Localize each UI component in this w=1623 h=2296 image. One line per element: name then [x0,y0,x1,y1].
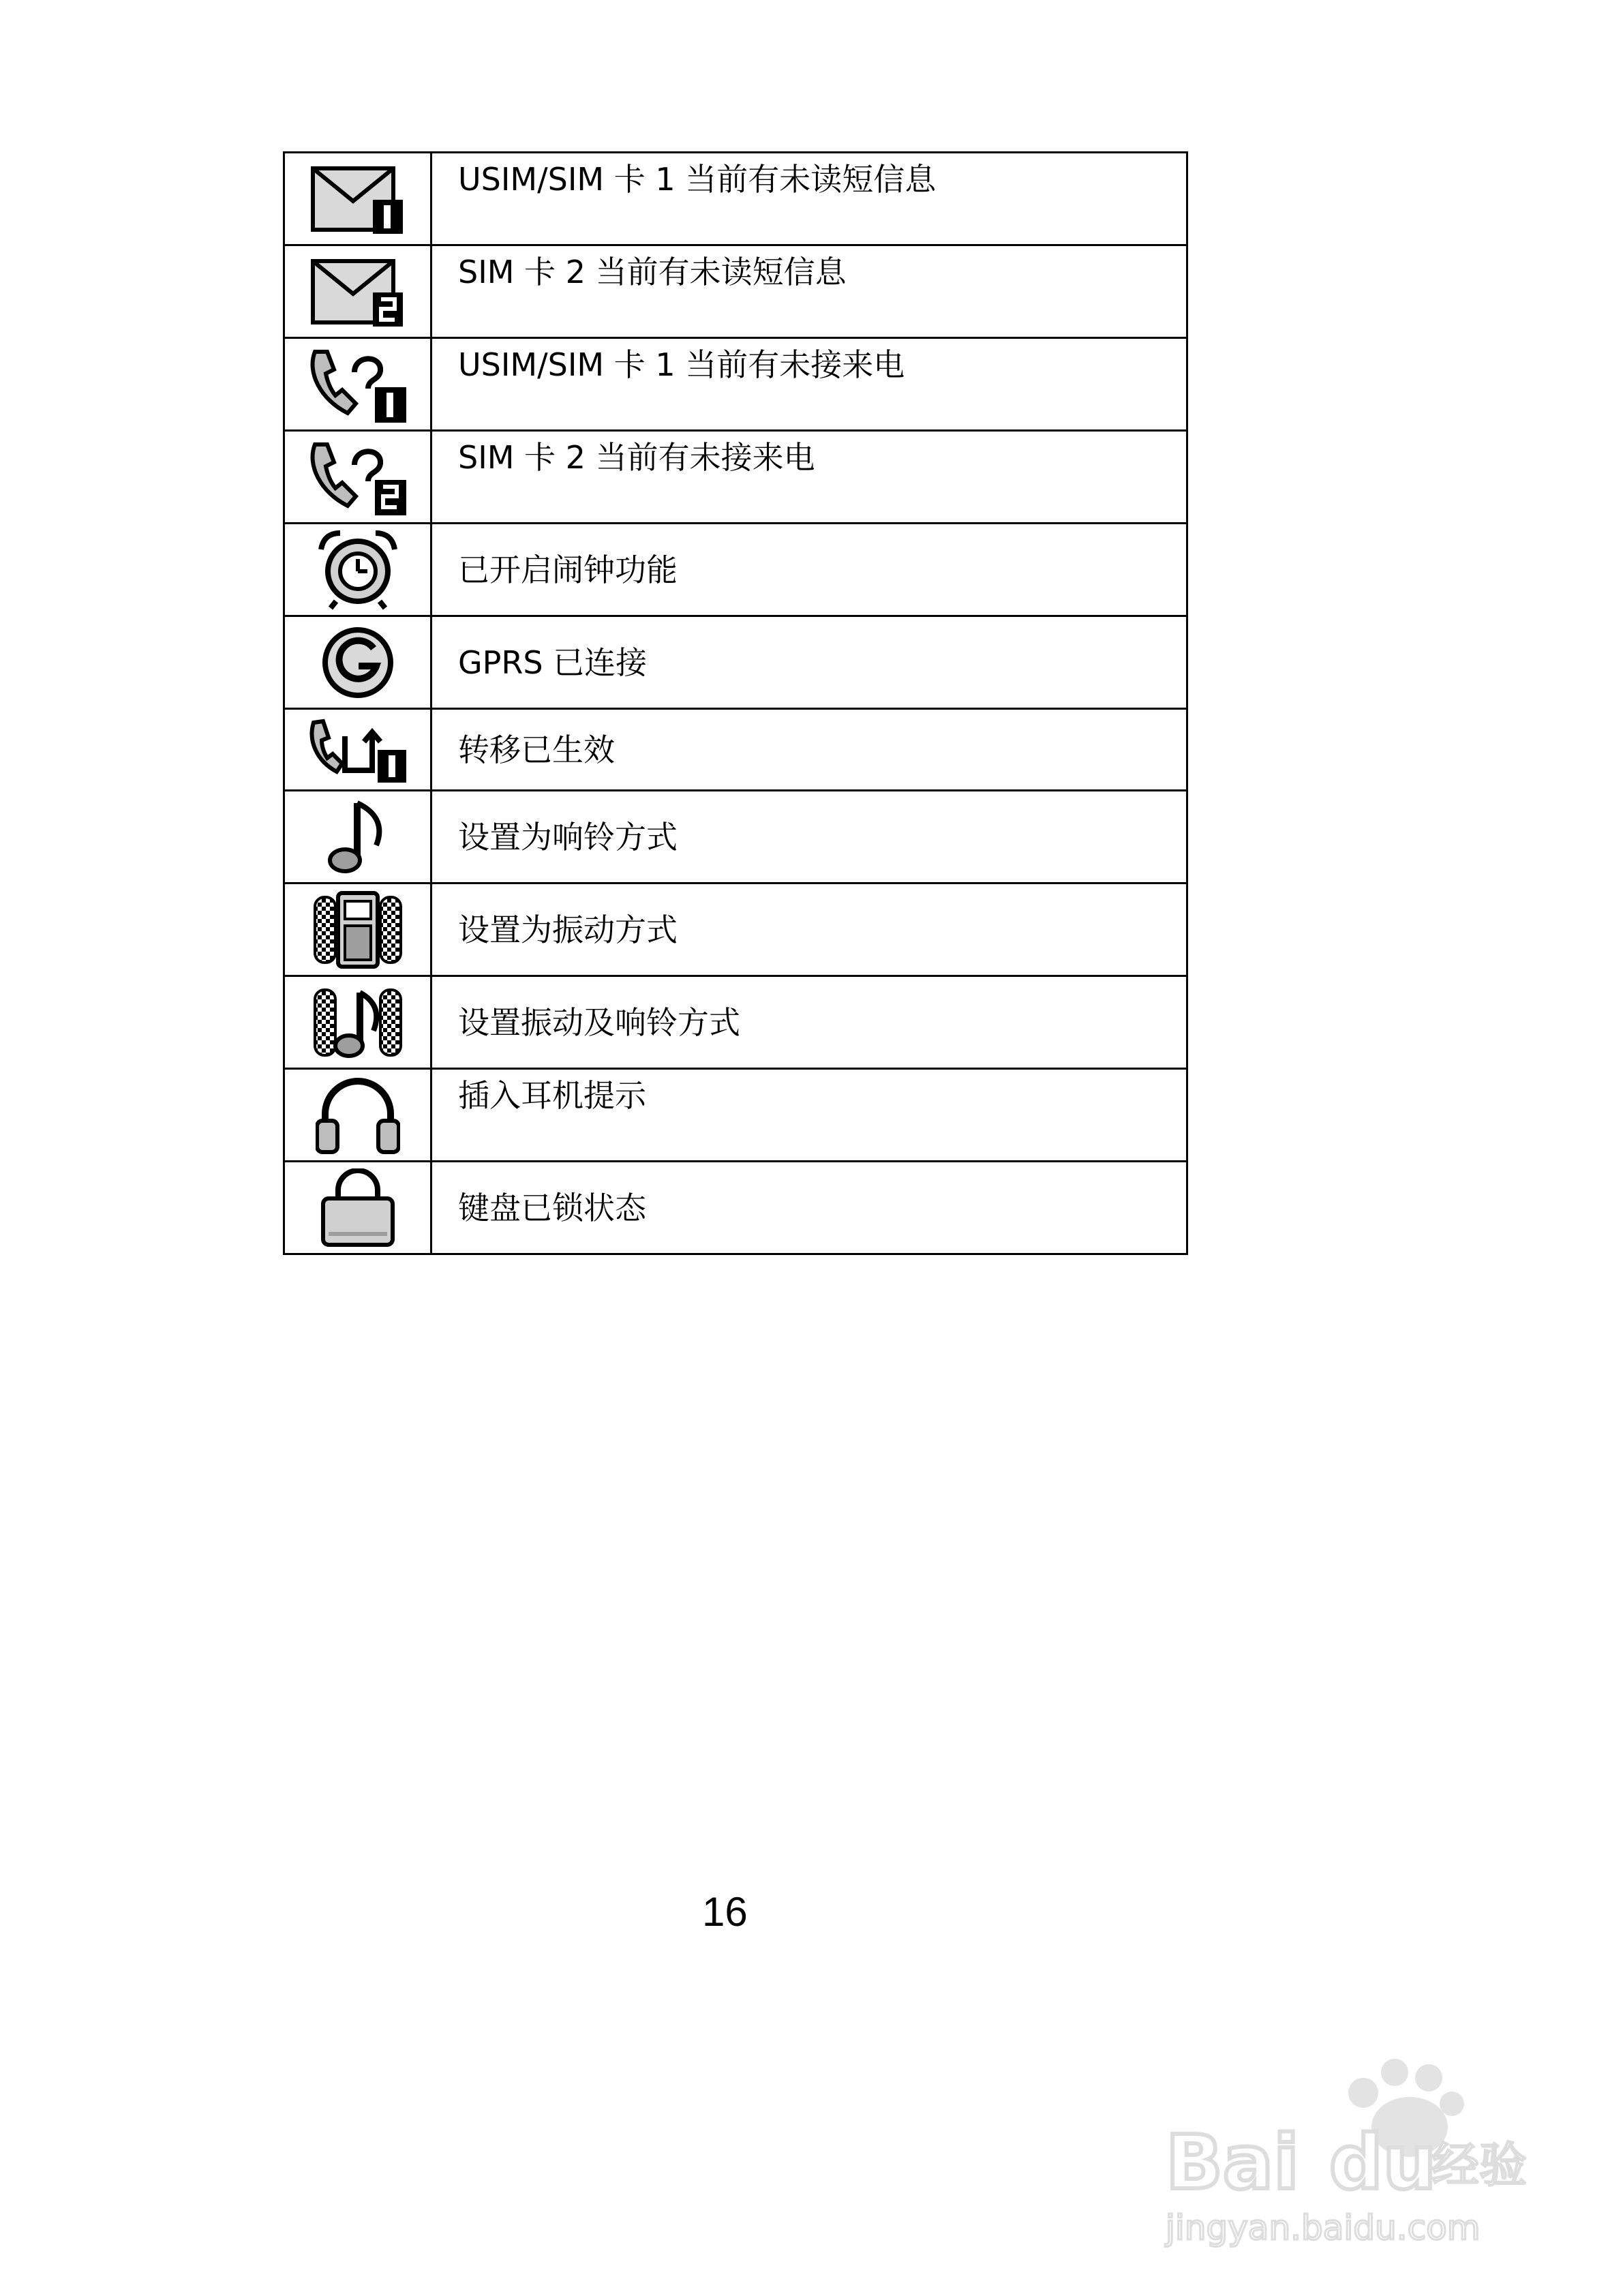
ring-mode-icon [327,798,389,877]
table-row [284,431,1187,524]
baidu-jingyan-watermark [1159,2045,1541,2250]
page-number: 16 [702,1889,748,1935]
row-description: 键盘已锁状态 [431,1162,1187,1254]
table-row [284,791,1187,883]
row-description: USIM/SIM 卡 1 当前有未接来电 [431,338,1187,431]
table-row [284,524,1187,616]
vibrate-mode-icon [314,890,402,969]
row-description: 转移已生效 [431,709,1187,791]
table-row [284,616,1187,709]
headset-icon [316,1076,400,1155]
table-row [284,883,1187,976]
sim1-unread-message-icon [310,162,406,237]
sim2-unread-message-icon [310,254,406,329]
gprs-icon [320,625,395,700]
row-description: USIM/SIM 卡 1 当前有未读短信息 [431,153,1187,245]
row-description: 设置振动及响铃方式 [431,976,1187,1069]
table-row [284,245,1187,338]
sim2-missed-call-icon [307,438,409,517]
table-row [284,338,1187,431]
table-row [284,153,1187,245]
vibrate-and-ring-icon [314,983,402,1062]
row-description: GPRS 已连接 [431,616,1187,709]
row-description: 设置为振动方式 [431,883,1187,976]
row-description: 已开启闹钟功能 [431,524,1187,616]
alarm-clock-icon [317,529,399,611]
table-row [284,709,1187,791]
row-description: SIM 卡 2 当前有未读短信息 [431,245,1187,338]
table-row [284,1069,1187,1162]
row-description: 插入耳机提示 [431,1069,1187,1162]
table-row [284,1162,1187,1254]
status-icon-table [283,151,1188,1255]
table-row [284,976,1187,1069]
svg-text:Bai: Bai [1166,2119,1299,2206]
svg-text:经验: 经验 [1431,2137,1527,2193]
sim1-missed-call-icon [307,345,409,424]
keypad-lock-icon [320,1168,395,1248]
svg-text:du: du [1329,2119,1437,2206]
row-description: SIM 卡 2 当前有未接来电 [431,431,1187,524]
row-description: 设置为响铃方式 [431,791,1187,883]
call-divert-icon [307,716,409,784]
svg-text:jingyan.baidu.com: jingyan.baidu.com [1166,2208,1481,2248]
